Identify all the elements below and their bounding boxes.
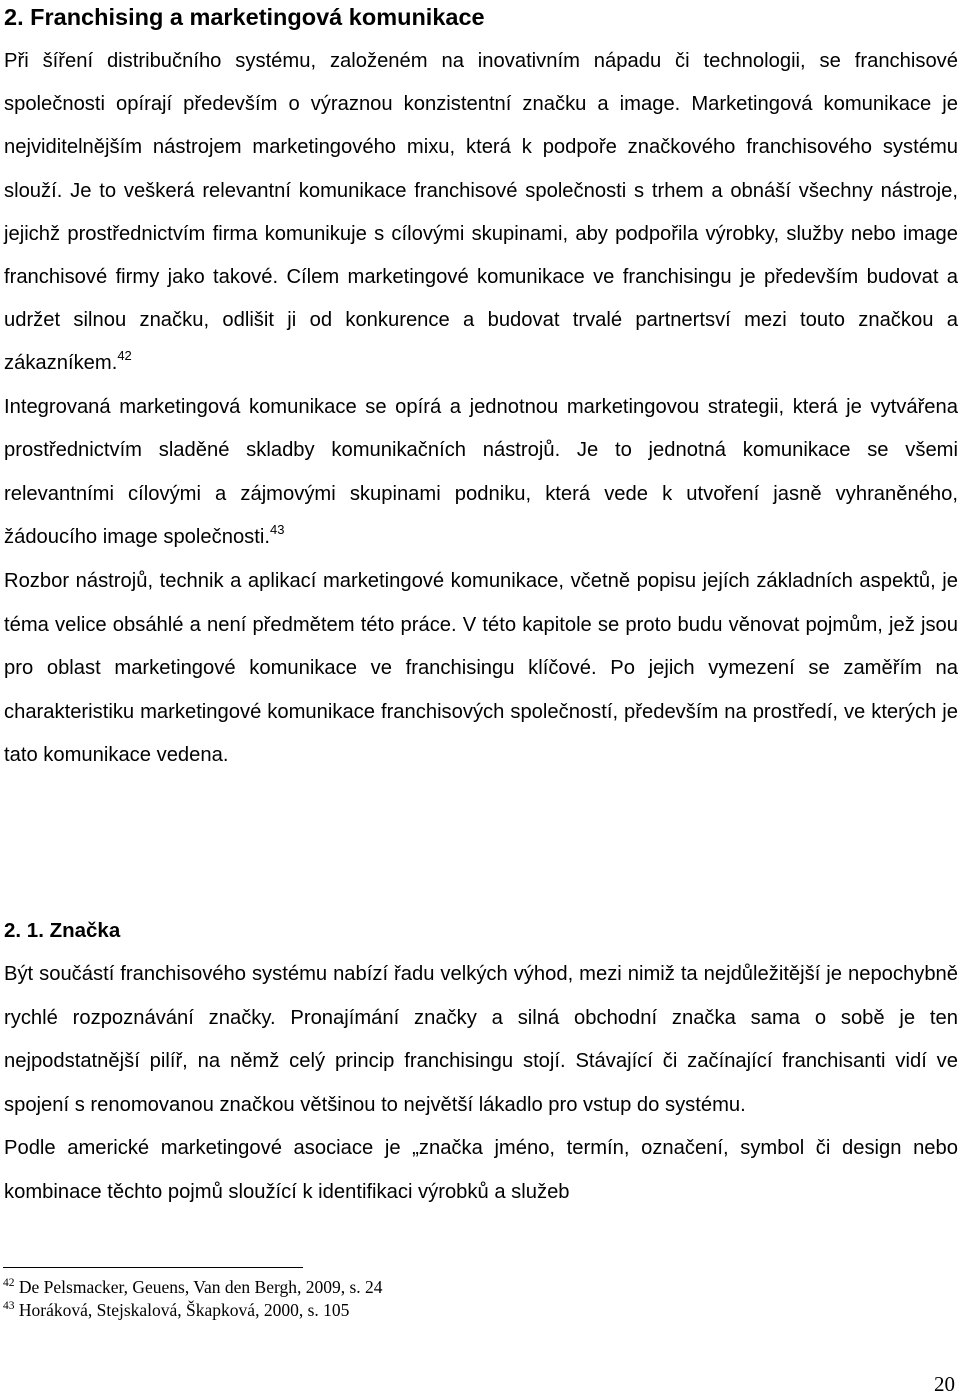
footnote-divider [3,1267,303,1268]
chapter-paragraph-3: Rozbor nástrojů, technik a aplikací marketingové komunikace, včetně popisu jejích základních aspektů, je téma velice obsáhlé a není předmětem této práce. V této kapitole se proto budu věnovat pojmům, jež jsou pro oblast marketingové komunikace ve franchisingu klíčové. Po jejich vymezení se zaměřím na charakteristiku marketingové komunikace franchisových společností, především na prostředí, ve kterých je tato komunikace vedena. [4,570,958,767]
footnote-number: 42 [3,1277,15,1289]
footnote-item [3,1276,803,1299]
footnote-number: 43 [3,1300,15,1312]
section-paragraph-2: Podle americké marketingové asociace je „značka jméno, termín, označení, symbol či design nebo kombinace těchto pojmů sloužící k identifikaci výrobků a služeb [4,1137,958,1203]
paragraph-text: Při šíření distribučního systému, založeném na inovativním nápadu či technologii, se franchisové společnosti opírají především o výraznou konzistentní značku a image. Marketingová komunikace je nejviditelnějším nástrojem marketingového mixu, která k podpoře značkového franchisového systému slouží. Je to veškerá relevantní komunikace franchisové společnosti s trhem a obnáší všechny nástroje, jejichž prostřednictvím firma komunikuje s cílovými skupinami, aby podpořila výrobky, služby nebo image franchisové firmy jako takové. Cílem marketingové komunikace ve franchisingu je především budovat a udržet silnou značku, odlišit ji od konkurence a budovat trvalé partnertsví mezi touto značkou a zákazníkem. [4,50,958,375]
document-page [4,0,958,778]
footnote-text: De Pelsmacker, Geuens, Van den Bergh, 2009, s. 24 [18,1277,383,1297]
section-heading: 2. 1. Značka [4,919,121,942]
section-body [4,953,958,1215]
chapter-paragraph-2 [4,386,958,560]
chapter-heading: 2. Franchising a marketingová komunikace [4,4,485,30]
paragraph-text: Integrovaná marketingová komunikace se opírá a jednotnou marketingovou strategii, která je vytvářena prostřednictvím sladěné skladby komunikačních nástrojů. Je to jednotná komunikace se všemi relevantními cílovými a zájmovými skupinami podniku, která vede k utvoření jasně vyhraněného, žádoucího image společnosti. [4,395,958,549]
footnote-reference[interactable]: 42 [117,348,132,364]
section-paragraph-1: Být součástí franchisového systému nabízí řadu velkých výhod, mezi nimiž ta nejdůležitější je nepochybně rychlé rozpoznávání značky. Pronajímání značky a silná obchodní značka sama o sobě je ten nejpodstatnější pilíř, na němž celý princip franchisingu stojí. Stávající či začínající franchisanti vidí ve spojení s renomovanou značkou většinou to největší lákadlo pro vstup do systému. [4,963,958,1116]
page-number: 20 [934,1372,955,1396]
footnote-item [3,1299,803,1322]
footnote-reference[interactable]: 43 [269,522,285,538]
chapter-paragraph-1 [4,40,958,386]
footnotes [3,1276,803,1322]
footnote-text: Horáková, Stejskalová, Škapková, 2000, s. 105 [18,1300,350,1320]
